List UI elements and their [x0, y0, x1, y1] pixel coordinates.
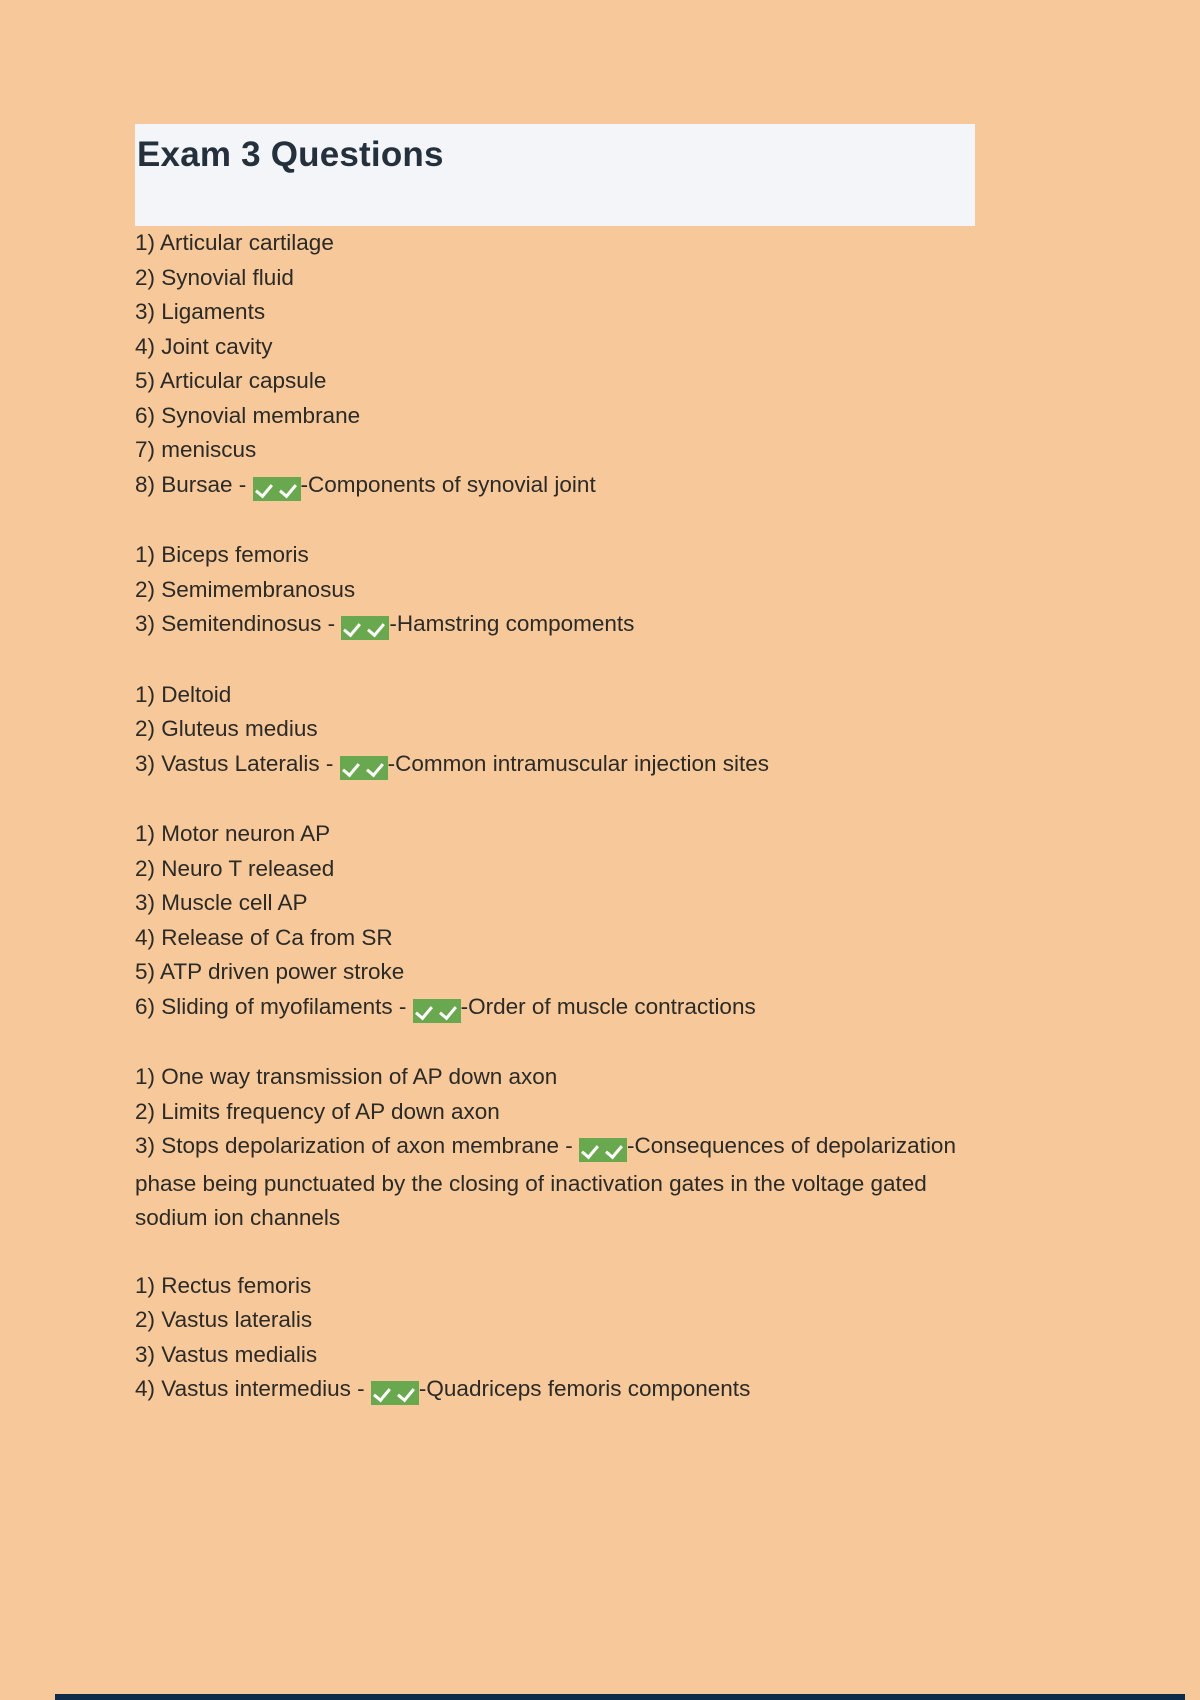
- answer-prefix: 6) Sliding of myofilaments -: [135, 993, 413, 1019]
- list-item: 5) ATP driven power stroke: [135, 959, 405, 984]
- list-item: 1) Biceps femoris: [135, 542, 309, 567]
- list-item: 3) Ligaments: [135, 299, 266, 324]
- check-mark-group: [413, 993, 461, 1028]
- check-mark-group: [341, 610, 389, 645]
- question-group: [135, 1269, 965, 1410]
- check-mark-group: [253, 471, 301, 506]
- check-mark-icon: [364, 756, 388, 780]
- check-mark-icon: [413, 999, 437, 1023]
- check-mark-icon: [579, 1138, 603, 1162]
- answer-prefix: 8) Bursae -: [135, 471, 253, 497]
- check-mark-icon: [603, 1138, 627, 1162]
- list-item: 1) Deltoid: [135, 681, 232, 707]
- question-group: [135, 538, 965, 645]
- check-mark-icon: [365, 616, 389, 640]
- list-item: 3) Muscle cell AP: [135, 890, 308, 915]
- list-item: 2) Gluteus medius: [135, 716, 318, 741]
- answer-suffix: -Hamstring compoments: [389, 611, 635, 636]
- question-group: [135, 226, 965, 505]
- check-mark-icon: [341, 616, 365, 640]
- page-title: Exam 3 Questions: [137, 135, 444, 174]
- answer-suffix: -Order of muscle contractions: [460, 993, 756, 1019]
- answer-prefix: 3) Vastus Lateralis -: [135, 750, 340, 776]
- check-mark-icon: [371, 1381, 395, 1405]
- list-item: 2) Limits frequency of AP down axon: [135, 1098, 500, 1124]
- question-group: [135, 678, 965, 785]
- list-item: 7) meniscus: [135, 437, 257, 462]
- answer-line: [135, 1372, 965, 1410]
- answer-suffix: -Components of synovial joint: [300, 471, 596, 497]
- check-mark-icon: [253, 477, 277, 501]
- answer-prefix: 4) Vastus intermedius -: [135, 1376, 371, 1401]
- answer-line: [135, 1129, 965, 1236]
- check-mark-group: [340, 750, 388, 785]
- check-mark-icon: [437, 999, 461, 1023]
- check-mark-icon: [340, 756, 364, 780]
- question-group: [135, 1060, 965, 1236]
- list-item: 4) Joint cavity: [135, 333, 273, 359]
- list-item: 3) Vastus medialis: [135, 1341, 318, 1367]
- question-group: [135, 817, 965, 1027]
- answer-suffix: -Common intramuscular injection sites: [387, 750, 770, 776]
- list-item: 1) Rectus femoris: [135, 1272, 312, 1298]
- answer-line: [135, 747, 965, 785]
- answer-line: [135, 468, 965, 506]
- list-item: 1) Motor neuron AP: [135, 821, 331, 846]
- list-item: 5) Articular capsule: [135, 368, 327, 393]
- list-item: 1) One way transmission of AP down axon: [135, 1064, 558, 1089]
- list-item: 6) Synovial membrane: [135, 402, 361, 428]
- answer-prefix: 3) Stops depolarization of axon membrane -: [135, 1133, 579, 1158]
- check-mark-icon: [395, 1381, 419, 1405]
- list-item: 4) Release of Ca from SR: [135, 924, 393, 950]
- list-item: 2) Neuro T released: [135, 855, 335, 881]
- answer-line: [135, 607, 965, 645]
- check-mark-group: [371, 1375, 419, 1410]
- answer-line: [135, 990, 965, 1028]
- document-body: [135, 226, 965, 1410]
- answer-suffix: -Consequences of depolarization phase being punctuated by the closing of inactivation gates in the voltage gated sodium ion channels: [135, 1133, 956, 1230]
- check-mark-icon: [277, 477, 301, 501]
- answer-suffix: -Quadriceps femoris components: [418, 1376, 751, 1401]
- list-item: 1) Articular cartilage: [135, 230, 334, 255]
- answer-prefix: 3) Semitendinosus -: [135, 611, 342, 636]
- check-mark-group: [579, 1132, 627, 1167]
- list-item: 2) Synovial fluid: [135, 264, 294, 290]
- list-item: 2) Semimembranosus: [135, 576, 356, 602]
- bottom-divider: [55, 1694, 1185, 1700]
- list-item: 2) Vastus lateralis: [135, 1307, 313, 1332]
